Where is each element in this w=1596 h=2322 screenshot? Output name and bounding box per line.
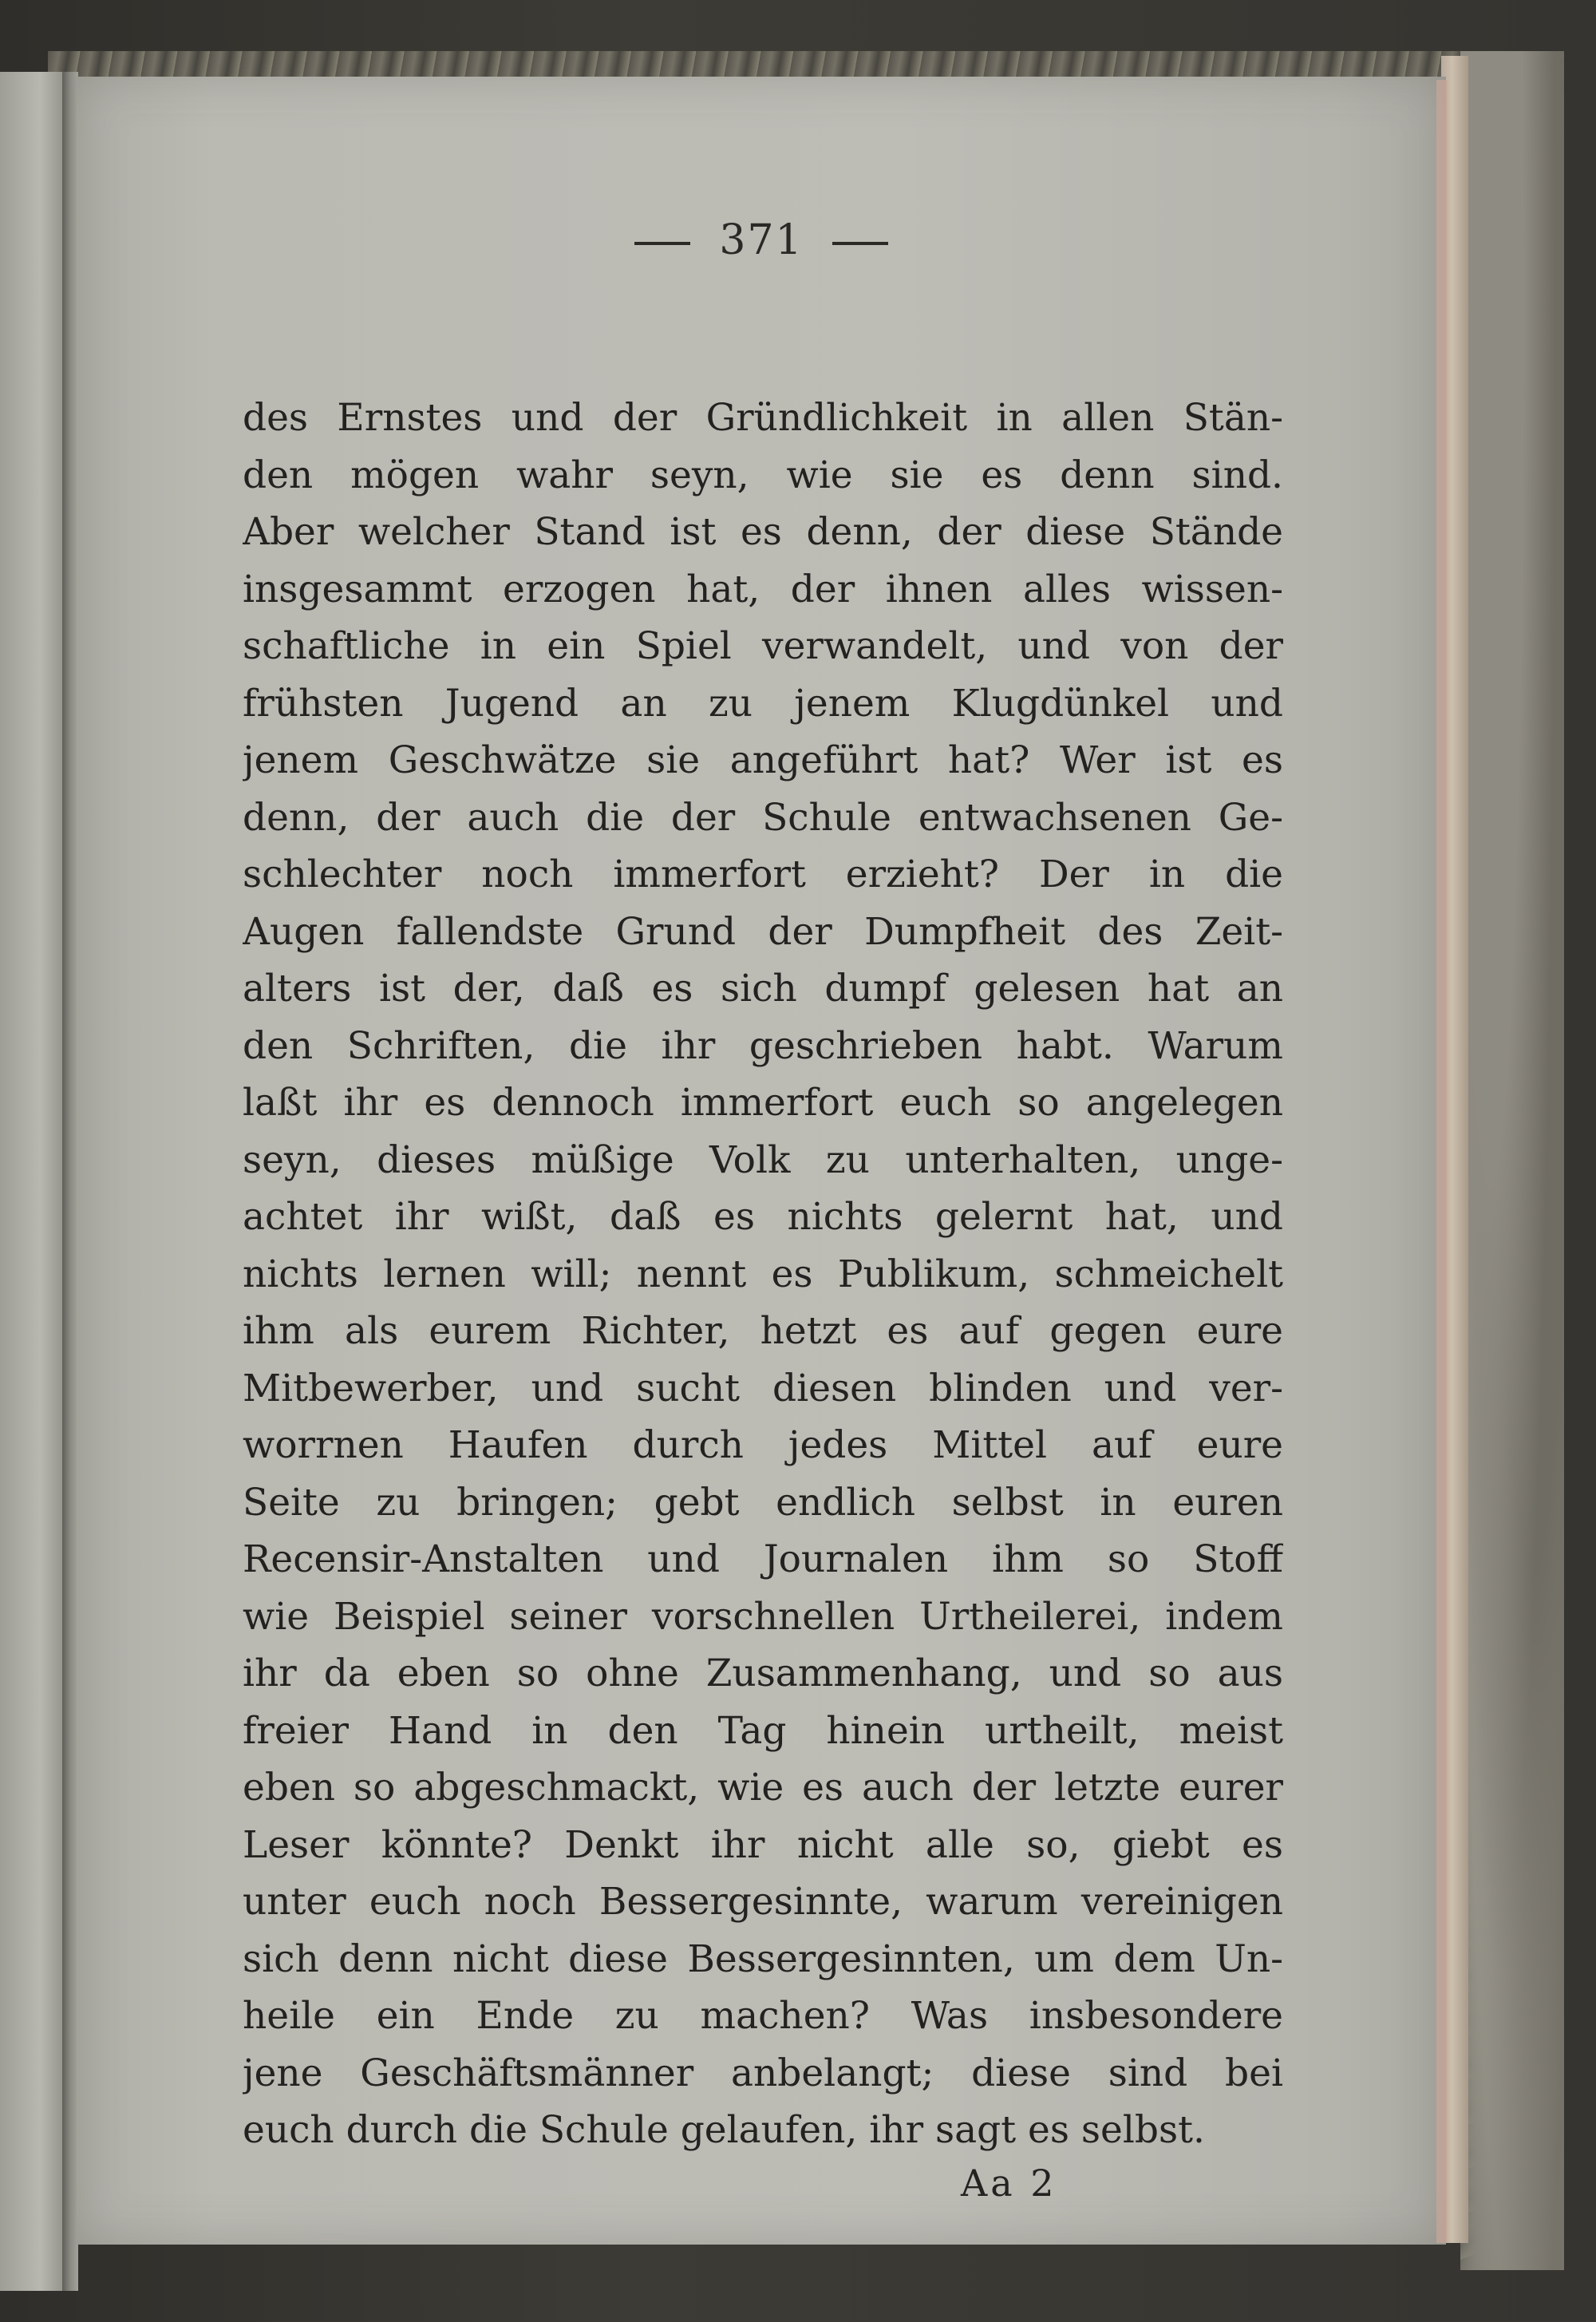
text-line: ihm als eurem Richter, hetzt es auf gegen eure (243, 1309, 1283, 1353)
text-line: eben so abgeschmackt, wie es auch der letzte eurer (243, 1766, 1283, 1810)
header-dash-right (832, 242, 888, 245)
text-line: jenem Geschwätze sie angeführt hat? Wer ist es (243, 738, 1283, 782)
text-line: jene Geschäftsmänner anbelangt; diese sind bei (243, 2051, 1283, 2095)
text-line: alters ist der, daß es sich dumpf gelesen hat an (243, 967, 1283, 1011)
text-line: seyn, dieses müßige Volk zu unterhalten, unge- (243, 1137, 1283, 1182)
facing-page-edge (0, 72, 67, 2291)
text-line: Seite zu bringen; gebt endlich selbst in euren (243, 1480, 1283, 1525)
text-line: nichts lernen will; nennt es Publikum, schmeichelt (243, 1252, 1283, 1296)
text-line: heile ein Ende zu machen? Was insbesondere (243, 1994, 1283, 2038)
marbled-cover-board (1460, 51, 1564, 2270)
text-line: wie Beispiel seiner vorschnellen Urtheilerei, indem (243, 1594, 1283, 1639)
page-edge-tint (1436, 80, 1448, 2243)
text-line: frühsten Jugend an zu jenem Klugdünkel und (243, 681, 1283, 726)
book-page (77, 77, 1446, 2245)
page-number: 371 (719, 216, 804, 264)
page-header (77, 216, 1446, 264)
text-line: Recensir-Anstalten und Journalen ihm so Stoff (243, 1537, 1283, 1581)
text-line: denn, der auch die der Schule entwachsenen Ge- (243, 795, 1283, 840)
text-line: worrnen Haufen durch jedes Mittel auf eure (243, 1423, 1283, 1467)
text-line: insgesammt erzogen hat, der ihnen alles wissen- (243, 567, 1283, 611)
body-text (243, 390, 1283, 2159)
text-line: ihr da eben so ohne Zusammenhang, und so aus (243, 1652, 1283, 1695)
signature-mark: Aa 2 (961, 2162, 1057, 2205)
text-line: achtet ihr wißt, daß es nichts gelernt hat, und (243, 1195, 1283, 1239)
text-line: schaftliche in ein Spiel verwandelt, und von der (243, 624, 1283, 668)
text-line: den mögen wahr seyn, wie sie es denn sind. (243, 453, 1283, 497)
text-line: Mitbewerber, und sucht diesen blinden und ver- (243, 1366, 1283, 1410)
text-line: freier Hand in den Tag hinein urtheilt, meist (243, 1708, 1283, 1753)
text-line: den Schriften, die ihr geschrieben habt. Warum (243, 1023, 1283, 1068)
text-line: euch durch die Schule gelaufen, ihr sagt es selbst. (243, 2108, 1205, 2152)
text-line: schlechter noch immerfort erzieht? Der in die (243, 852, 1283, 896)
text-line: Aber welcher Stand ist es denn, der diese Stände (243, 510, 1283, 554)
text-line: unter euch noch Bessergesinnte, warum vereinigen (243, 1880, 1283, 1924)
text-line: Augen fallendste Grund der Dumpfheit des Zeit- (243, 909, 1283, 954)
header-dash-left (634, 242, 690, 245)
book-gutter (62, 72, 78, 2291)
text-line: des Ernstes und der Gründlichkeit in allen Stän- (243, 396, 1283, 440)
text-line: Leser könnte? Denkt ihr nicht alle so, giebt es (243, 1822, 1283, 1867)
text-line: sich denn nicht diese Bessergesinnten, um dem Un- (243, 1936, 1283, 1981)
text-line: laßt ihr es dennoch immerfort euch so angelegen (243, 1081, 1283, 1125)
